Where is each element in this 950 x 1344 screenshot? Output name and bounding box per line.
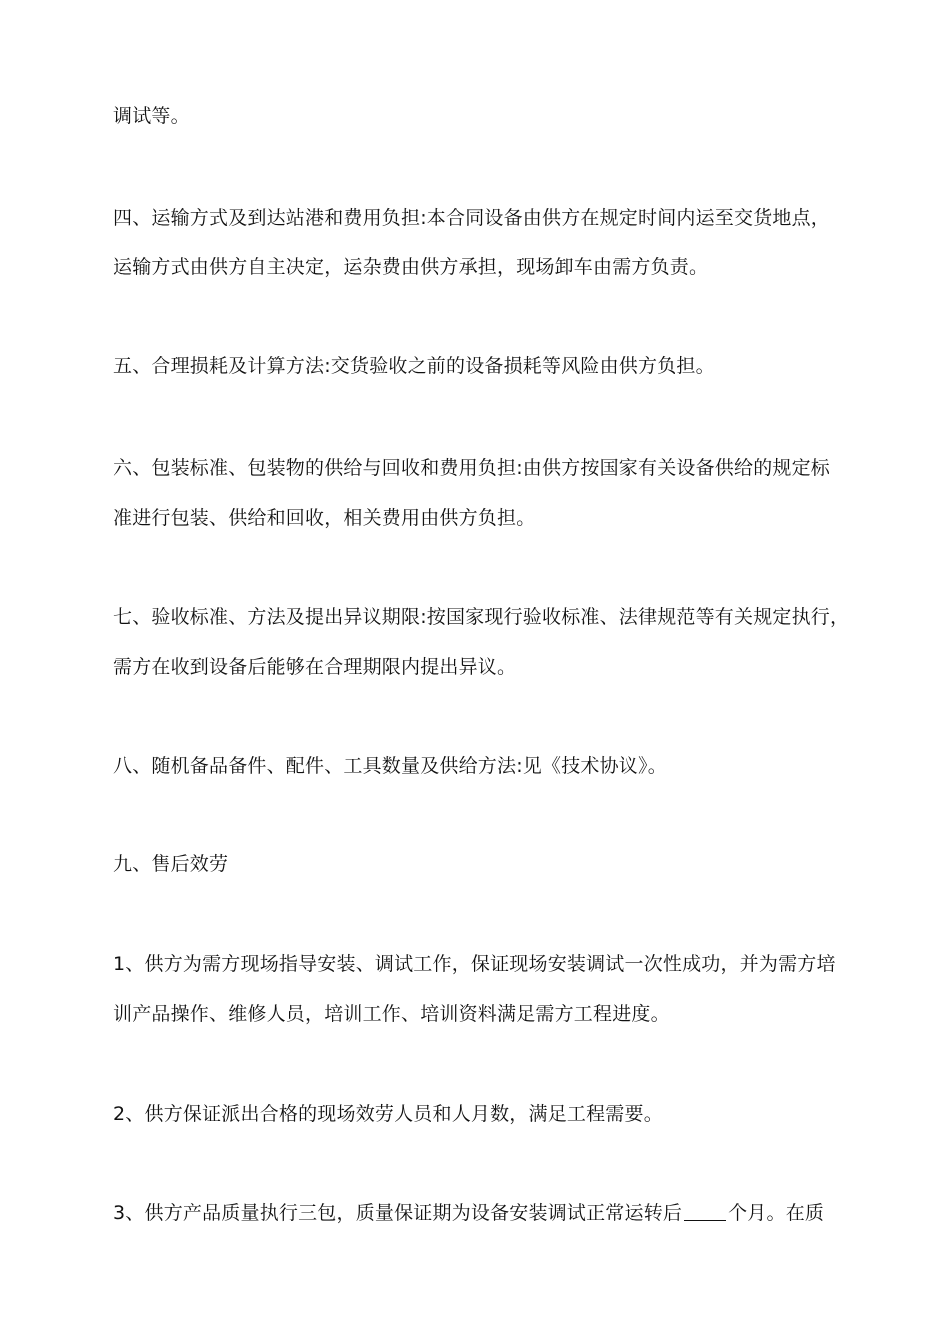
section-4-line-1: 四、运输方式及到达站港和费用负担:本合同设备由供方在规定时间内运至交货地点， bbox=[113, 207, 831, 229]
item-3-line-1 bbox=[113, 1200, 853, 1226]
item-1-line-1: 1、供方为需方现场指导安装、调试工作，保证现场安装调试一次性成功，并为需方培 bbox=[113, 953, 836, 975]
section-4-line-2: 运输方式由供方自主决定，运杂费由供方承担，现场卸车由需方负责。 bbox=[113, 256, 709, 278]
item-3-text-before-blank: 3、供方产品质量执行三包，质量保证期为设备安装调试正常运转后 bbox=[113, 1202, 683, 1224]
text-line-1: 调试等。 bbox=[113, 105, 190, 127]
section-6-line-1: 六、包装标准、包装物的供给与回收和费用负担:由供方按国家有关设备供给的规定标 bbox=[113, 457, 831, 479]
item-2-line-1: 2、供方保证派出合格的现场效劳人员和人月数，满足工程需要。 bbox=[113, 1103, 663, 1125]
item-1-line-2: 训产品操作、维修人员，培训工作、培训资料满足需方工程进度。 bbox=[113, 1003, 670, 1025]
section-5-line-1: 五、合理损耗及计算方法:交货验收之前的设备损耗等风险由供方负担。 bbox=[113, 355, 715, 377]
item-3-text-after-blank: 个月。在质 bbox=[728, 1202, 825, 1224]
section-7-line-2: 需方在收到设备后能够在合理期限内提出异议。 bbox=[113, 656, 517, 678]
section-6-line-2: 准进行包装、供给和回收，相关费用由供方负担。 bbox=[113, 507, 536, 529]
section-8-line-1: 八、随机备品备件、配件、工具数量及供给方法:见《技术协议》。 bbox=[113, 755, 667, 777]
section-7-line-1: 七、验收标准、方法及提出异议期限:按国家现行验收标准、法律规范等有关规定执行， bbox=[113, 606, 850, 628]
warranty-months-blank bbox=[684, 1202, 726, 1221]
section-9-heading: 九、售后效劳 bbox=[113, 853, 229, 875]
